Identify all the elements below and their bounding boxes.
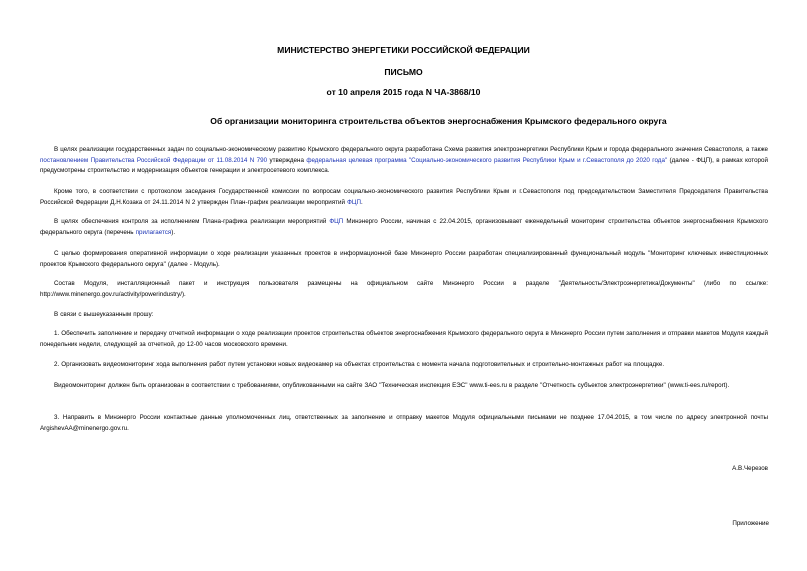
paragraph-5: Состав Модуля, инсталляционный пакет и инструкция пользователя размещены на официальном сайте Минэнерго России в разделе "Деятельность/Электроэнергетика/Документы" (либо по ссылке: http://www.minenergo.gov.ru/activity/powerindustry/).: [40, 280, 768, 298]
paragraph-3: [40, 217, 768, 238]
paragraph-9: Видеомониторинг должен быть организован в соответствии с требованиями, опубликованными на сайте ЗАО "Техническая инспекция ЕЭС" www.ti-ees.ru в разделе "Отчетность субъектов электроэнергетики" (www.ti-ees.ru/report).: [54, 382, 730, 389]
paragraph-8: 2. Организовать видеомониторинг хода выполнения работ путем установки новых видеокамер на объектах строительства с момента начала подготовительных и строительно-монтажных работ на площадке.: [54, 361, 665, 368]
paragraph-3-text-c: ).: [171, 228, 176, 236]
paragraph-1-text-c: (далее - ФЦП), в рамках которой предусмотрены строительство и модернизация объектов генерации и электросетевого комплекса.: [40, 156, 768, 174]
paragraph-1: [40, 145, 768, 177]
paragraph-3-text-b: Минэнерго России, начиная с 22.04.2015, организовывает еженедельный мониторинг строительства объектов энергоснабжения Крымского федерального округа (перечень: [40, 218, 768, 236]
paragraph-7: 1. Обеспечить заполнение и передачу отчетной информации о ходе реализации проектов строительства объектов энергоснабжения Крымского федерального округа в Минэнерго России путем заполнения и отправки макетов Модуля каждый понедельник недели, следующей за отчетной, до 12-00 часов московского времени.: [40, 330, 768, 348]
fcp-program-link[interactable]: федеральная целевая программа "Социально-экономического развития Республики Крым и г.Севастополя до 2020 года": [306, 156, 668, 164]
signature: А.В.Черезов: [732, 465, 768, 472]
paragraph-2-text-b: .: [360, 198, 363, 206]
doc-type-title: ПИСЬМО: [384, 67, 423, 77]
fcp-link-2[interactable]: ФЦП: [329, 218, 344, 225]
attachment-link[interactable]: прилагается: [135, 228, 172, 236]
doc-subject: Об организации мониторинга строительства объектов энергоснабжения Крымского федерального округа: [210, 116, 667, 126]
paragraph-1-text-b: утверждена: [267, 156, 307, 164]
paragraph-2-text-a: Кроме того, в соответствии с протоколом заседания Государственной комиссии по вопросам социально-экономического развития Республики Крым и г.Севастополя под председательством Заместителя Председателя Правительства Российской Федерации Д.Н.Козака от 24.11.2014 N 2 утвержден План-график реализации мероприятий: [40, 188, 768, 206]
decree-790-link[interactable]: постановлением Правительства Российской Федерации от 11.08.2014 N 790: [40, 156, 268, 164]
paragraph-3-text-a: В целях обеспечения контроля за исполнением Плана-графика реализации мероприятий: [54, 218, 330, 225]
paragraph-6: В связи с вышеуказанным прошу:: [54, 311, 154, 318]
paragraph-10: 3. Направить в Минэнерго России контактные данные уполномоченных лиц, ответственных за заполнение и отправку макетов Модуля официальными письмами не позднее 17.04.2015, в том числе по адресу электронной почты ArgishevAA@minenergo.gov.ru.: [40, 414, 768, 432]
fcp-link[interactable]: ФЦП: [347, 198, 361, 206]
paragraph-4: С целью формирования оперативной информации о ходе реализации указанных проектов в информационной базе Минэнерго России разработан специализированный функциональный модуль "Мониторинг ключевых инвестиционных проектов Крымского федерального округа" (далее - Модуль).: [40, 250, 768, 268]
ministry-title: МИНИСТЕРСТВО ЭНЕРГЕТИКИ РОССИЙСКОЙ ФЕДЕРАЦИИ: [277, 45, 530, 55]
appendix-label: Приложение: [732, 520, 769, 527]
paragraph-2: [40, 187, 768, 208]
paragraph-1-text-a: В целях реализации государственных задач по социально-экономическому развитию Крымского федерального округа разработана Схема развития электроэнергетики Республики Крым и города федерального значения Севастополя, а также: [54, 146, 768, 153]
doc-date-number: от 10 апреля 2015 года N ЧА-3868/10: [326, 87, 481, 97]
